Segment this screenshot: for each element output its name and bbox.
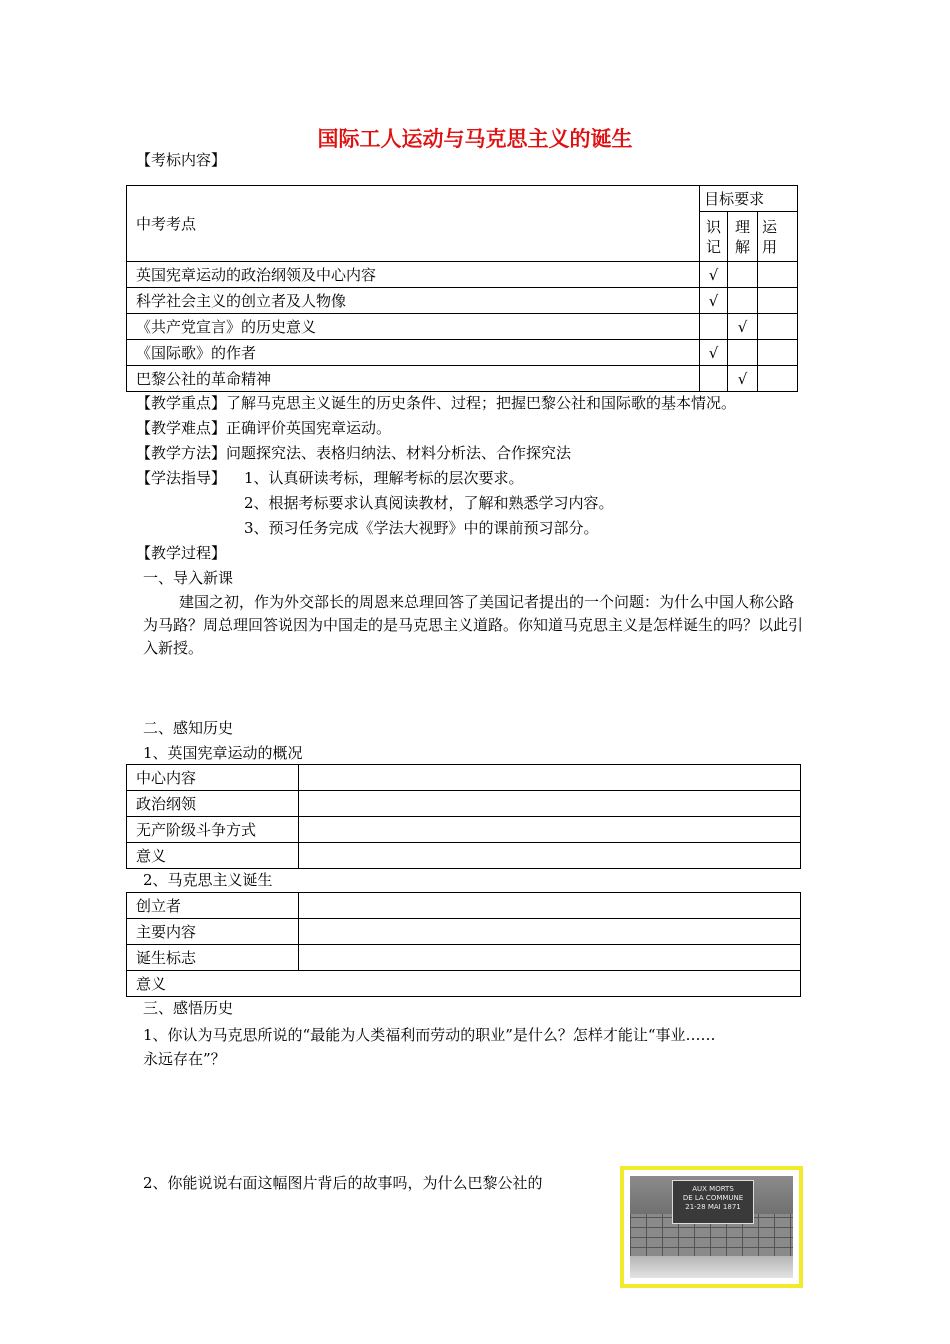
row-label: 创立者	[127, 893, 299, 919]
table-row	[127, 340, 798, 366]
photo-image	[630, 1176, 793, 1278]
table-row	[127, 366, 798, 392]
row-label: 诞生标志	[127, 945, 299, 971]
subheader-yunyong: 运 用	[758, 212, 798, 262]
row-label: 无产阶级斗争方式	[127, 817, 299, 843]
part2-sub2: 2、马克思主义诞生	[143, 871, 273, 889]
check-lijie	[728, 288, 758, 314]
section-kaobiao: 【考标内容】	[136, 151, 227, 169]
part1-heading: 一、导入新课	[143, 569, 234, 587]
row-label: 意义	[127, 843, 299, 869]
plaque-line: DE LA COMMUNE	[682, 1194, 744, 1202]
page-title: 国际工人运动与马克思主义的诞生	[317, 127, 633, 151]
check-lijie	[728, 340, 758, 366]
plaque-line: 21-28 MAI 1871	[685, 1203, 741, 1211]
part1-paragraph: 建国之初，作为外交部长的周恩来总理回答了美国记者提出的一个问题：为什么中国人称公路为马路？周总理回答说因为中国走的是马克思主义道路。你知道马克思主义是怎样诞生的吗？以此引入新授。	[143, 593, 804, 657]
question-1-cont: 永远存在”？	[143, 1050, 226, 1068]
answer-cell[interactable]	[298, 919, 800, 945]
table-row	[127, 314, 798, 340]
answer-cell[interactable]	[298, 843, 800, 869]
table-row	[127, 843, 801, 869]
check-yunyong	[758, 366, 798, 392]
header-goal-requirements: 目标要求	[700, 186, 798, 212]
check-yunyong	[758, 314, 798, 340]
subheader-shiji: 识 记	[700, 212, 728, 262]
memorial-plaque	[672, 1180, 754, 1224]
check-yunyong	[758, 288, 798, 314]
check-yunyong	[758, 262, 798, 288]
teaching-process: 【教学过程】	[136, 544, 227, 562]
row-label: 主要内容	[127, 919, 299, 945]
question-1: 1、你认为马克思所说的“最能为人类福利而劳动的职业”是什么？怎样才能让“事业……	[143, 1026, 716, 1044]
part3-heading: 三、感悟历史	[143, 999, 234, 1017]
plaque-line: AUX MORTS	[692, 1185, 734, 1193]
question-2: 2、你能说说右面这幅图片背后的故事吗，为什么巴黎公社的	[143, 1174, 543, 1192]
part2-heading: 二、感知历史	[143, 719, 234, 737]
answer-cell[interactable]	[298, 765, 800, 791]
check-shiji	[700, 314, 728, 340]
exam-point: 巴黎公社的革命精神	[127, 366, 700, 392]
table-row	[127, 765, 801, 791]
check-lijie: √	[728, 366, 758, 392]
table-row	[127, 971, 801, 997]
standards-table	[126, 185, 798, 392]
table-row	[127, 919, 801, 945]
answer-cell[interactable]	[298, 945, 800, 971]
table-row	[127, 262, 798, 288]
teaching-method: 【教学方法】问题探究法、表格归纳法、材料分析法、合作探究法	[136, 444, 572, 462]
paris-commune-photo	[620, 1166, 803, 1288]
check-lijie	[728, 262, 758, 288]
table-row	[127, 945, 801, 971]
exam-point: 英国宪章运动的政治纲领及中心内容	[127, 262, 700, 288]
check-lijie: √	[728, 314, 758, 340]
table-row	[127, 288, 798, 314]
exam-point: 《国际歌》的作者	[127, 340, 700, 366]
check-shiji: √	[700, 262, 728, 288]
teaching-difficulty: 【教学难点】正确评价英国宪章运动。	[136, 419, 392, 437]
check-shiji: √	[700, 340, 728, 366]
answer-cell[interactable]	[298, 791, 800, 817]
study-guide-item: 1、认真研读考标，理解考标的层次要求。	[244, 469, 524, 487]
table-row	[127, 817, 801, 843]
row-label: 政治纲领	[127, 791, 299, 817]
exam-point: 《共产党宣言》的历史意义	[127, 314, 700, 340]
marxism-table	[126, 892, 801, 997]
table-row	[127, 893, 801, 919]
answer-cell[interactable]	[298, 893, 800, 919]
row-label: 意义	[127, 971, 801, 997]
chartism-table	[126, 764, 801, 869]
part2-sub1: 1、英国宪章运动的概况	[143, 744, 303, 762]
study-guide-item: 2、根据考标要求认真阅读教材，了解和熟悉学习内容。	[244, 494, 614, 512]
table-row	[127, 791, 801, 817]
teaching-key-points: 【教学重点】了解马克思主义诞生的历史条件、过程；把握巴黎公社和国际歌的基本情况。	[136, 394, 737, 412]
header-exam-points: 中考考点	[127, 186, 700, 262]
study-guide-item: 3、预习任务完成《学法大视野》中的课前预习部分。	[244, 519, 599, 537]
check-shiji	[700, 366, 728, 392]
answer-cell[interactable]	[298, 817, 800, 843]
study-guide-label: 【学法指导】	[136, 469, 227, 487]
exam-point: 科学社会主义的创立者及人物像	[127, 288, 700, 314]
check-shiji: √	[700, 288, 728, 314]
photo-ground	[630, 1256, 793, 1278]
row-label: 中心内容	[127, 765, 299, 791]
check-yunyong	[758, 340, 798, 366]
subheader-lijie: 理 解	[728, 212, 758, 262]
